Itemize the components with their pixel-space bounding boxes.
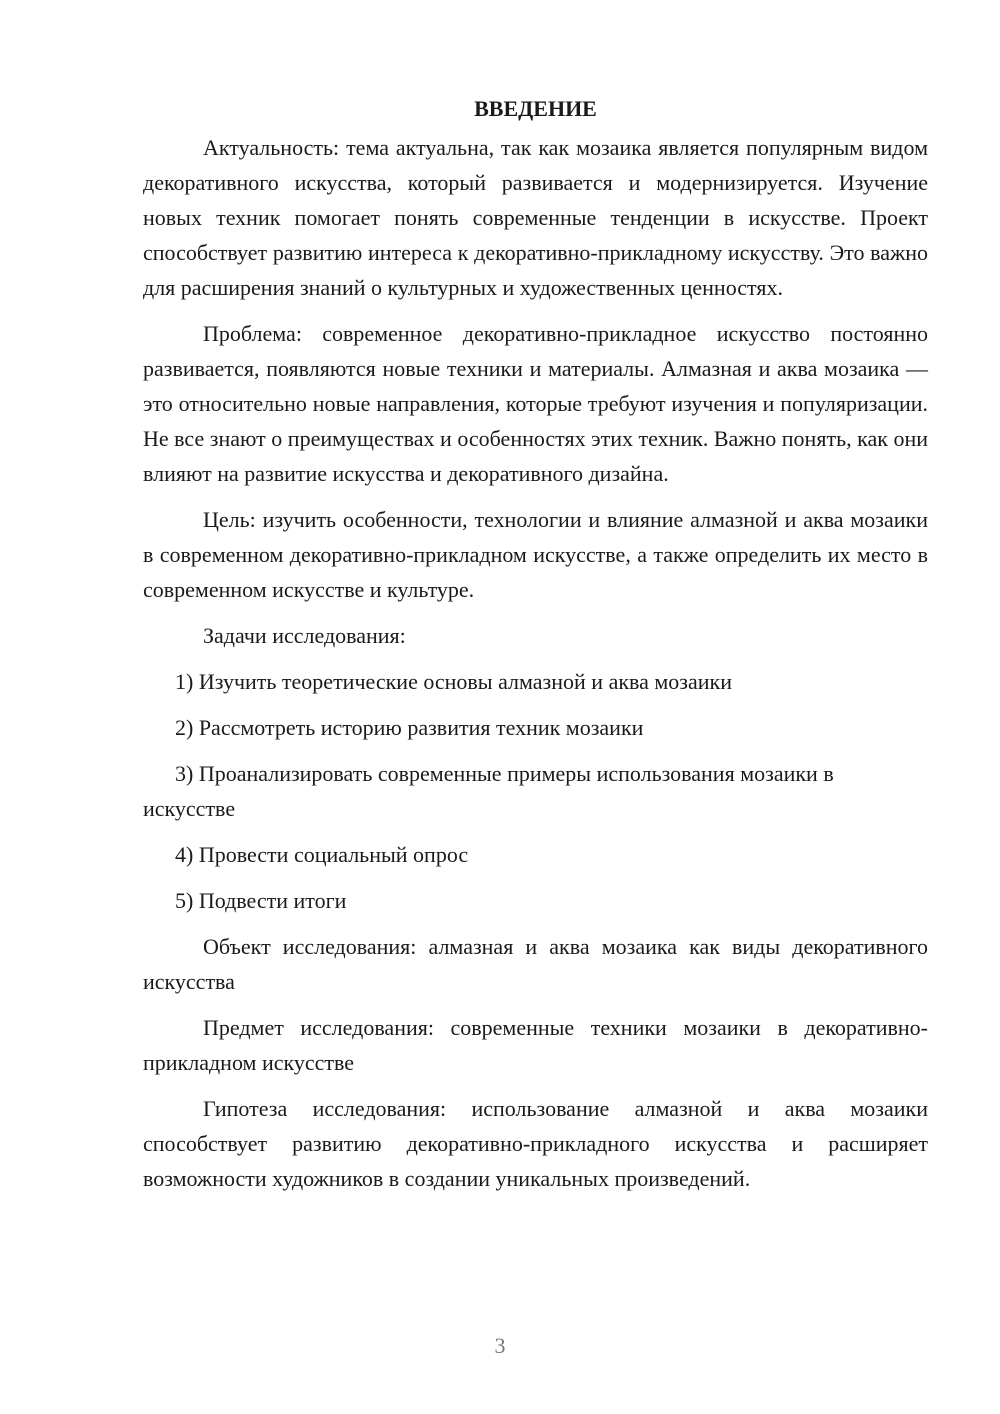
paragraph-object: Объект исследования: алмазная и аква мозаика как виды декоративного искусства (143, 934, 928, 994)
document-page (143, 92, 928, 1207)
list-item: 5) Подвести итоги (175, 888, 347, 913)
list-item: 4) Провести социальный опрос (175, 842, 469, 867)
list-item: 1) Изучить теоретические основы алмазной и аква мозаики (175, 669, 732, 694)
paragraph-hypothesis: Гипотеза исследования: использование алмазной и аква мозаики способствует развитию декоративно-прикладного искусства и расширяет возможности художников в создании уникальных произведений. (143, 1096, 928, 1191)
paragraph-problem: Проблема: современное декоративно-прикладное искусство постоянно развивается, появляются новые техники и материалы. Алмазная и аква мозаика — это относительно новые направления, которые требуют изучения и популяризации. Не все знают о преимуществах и особенностях этих техник. Важно понять, как они влияют на развитие искусства и декоративного дизайна. (143, 321, 928, 486)
list-item: 2) Рассмотреть историю развития техник мозаики (175, 715, 644, 740)
paragraph-goal: Цель: изучить особенности, технологии и влияние алмазной и аква мозаики в современном декоративно-прикладном искусстве, а также определить их место в современном искусстве и культуре. (143, 507, 928, 602)
page-number: 3 (494, 1333, 506, 1358)
page-title: ВВЕДЕНИЕ (474, 96, 597, 121)
paragraph-subject: Предмет исследования: современные техники мозаики в декоративно-прикладном искусстве (143, 1015, 928, 1075)
tasks-heading: Задачи исследования: (203, 623, 406, 648)
paragraph-relevance: Актуальность: тема актуальна, так как мозаика является популярным видом декоративного искусства, который развивается и модернизируется. Изучение новых техник помогает понять современные тенденции в искусстве. Проект способствует развитию интереса к декоративно-прикладному искусству. Это важно для расширения знаний о культурных и художественных ценностях. (143, 135, 928, 300)
list-item: 3) Проанализировать современные примеры использования мозаики в искусстве (143, 761, 834, 821)
